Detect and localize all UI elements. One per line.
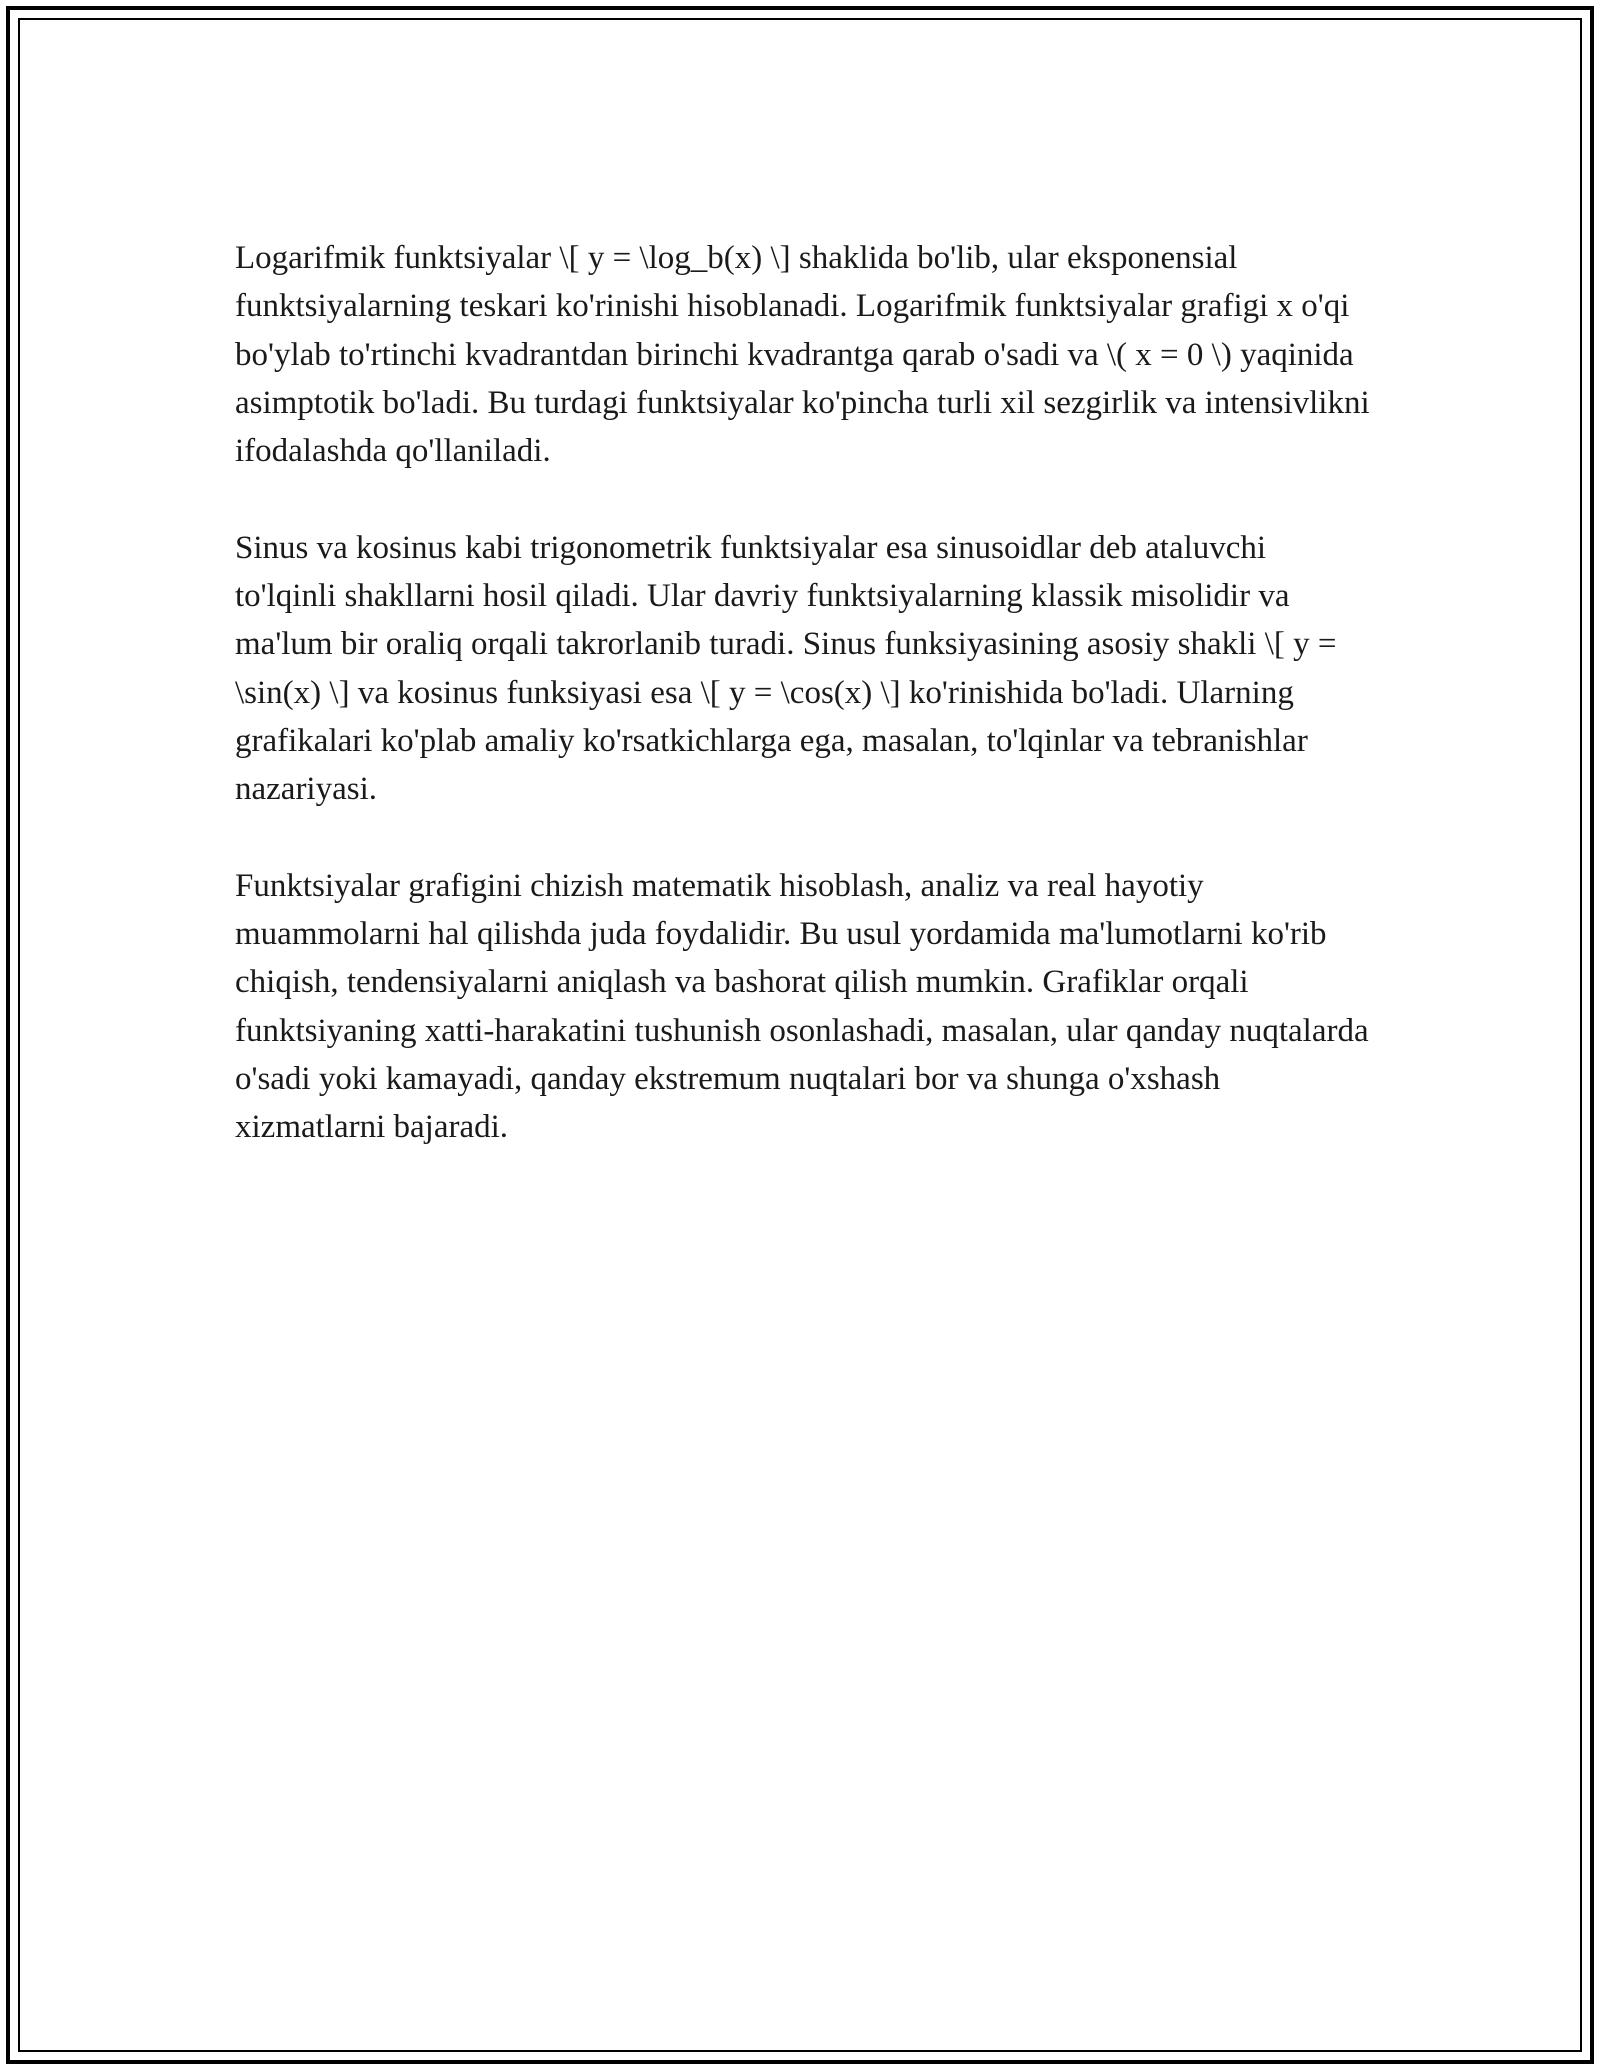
paragraph-graphing-usefulness: Funktsiyalar grafigini chizish matematik hisoblash, analiz va real hayotiy muammolarni hal qilishda juda foydalidir. Bu usul yordamida ma'lumotlarni ko'rib chiqish, tendensiyalarni aniqlash va bashorat qilish mumkin. Grafiklar orqali funktsiyaning xatti-harakatini tushunish osonlashadi, masalan, ular qanday nuqtalarda o'sadi yoki kamayadi, qanday ekstremum nuqtalari bor va shunga o'xshash xizmatlarni bajaradi. xyxy=(235,867,1369,1146)
document-body xyxy=(235,234,1373,1200)
paragraph-logarithmic-functions: Logarifmik funktsiyalar \[ y = \log_b(x) \] shaklida bo'lib, ular eksponensial funktsiyalarning teskari ko'rinishi hisoblanadi. Logarifmik funktsiyalar grafigi x o'qi bo'ylab to'rtinchi kvadrantdan birinchi kvadrantga qarab o'sadi va \( x = 0 \) yaqinida asimptotik bo'ladi. Bu turdagi funktsiyalar ko'pincha turli xil sezgirlik va intensivlikni ifodalashda qo'llaniladi. xyxy=(235,240,1370,470)
paragraph-trigonometric-functions: Sinus va kosinus kabi trigonometrik funktsiyalar esa sinusoidlar deb ataluvchi to'lqinli shakllarni hosil qiladi. Ular davriy funktsiyalarning klassik misolidir va ma'lum bir oraliq orqali takrorlanib turadi. Sinus funksiyasining asosiy shakli \[ y = \sin(x) \] va kosinus funksiyasi esa \[ y = \cos(x) \] ko'rinishida bo'ladi. Ularning grafikalari ko'plab amaliy ko'rsatkichlarga ega, masalan, to'lqinlar va tebranishlar nazariyasi. xyxy=(235,529,1337,808)
